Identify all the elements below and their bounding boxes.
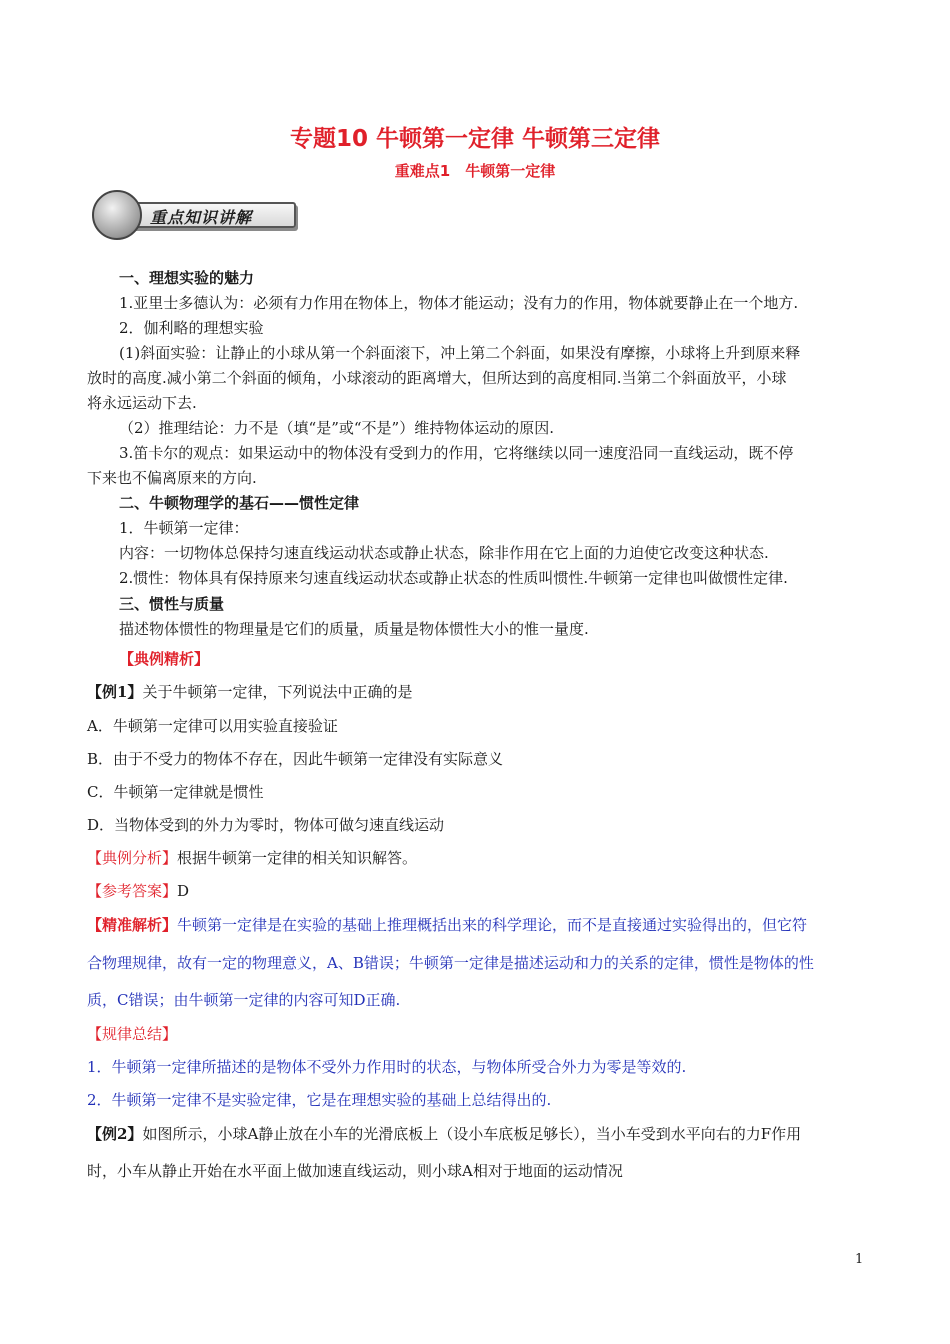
paragraph-descartes-line2: 下来也不偏离原来的方向. (87, 469, 257, 487)
example1-tag: 【例1】 (87, 683, 143, 701)
section-banner (92, 188, 296, 240)
example1-option-d: D．当物体受到的外力为零时，物体可做匀速直线运动 (87, 816, 445, 834)
example1-option-a: A．牛顿第一定律可以用实验直接验证 (87, 717, 338, 735)
summary-item-1: 1．牛顿第一定律所描述的是物体不受外力作用时的状态，与物体所受合外力为零是等效的. (87, 1058, 687, 1076)
example1-question (87, 682, 412, 702)
example1-answer (87, 881, 189, 901)
example2-text-1: 如图所示，小球A静止放在小车的光滑底板上（设小车底板足够长），当小车受到水平向右的力F作用 (142, 1125, 802, 1143)
summary-tag: 【规律总结】 (87, 1025, 178, 1043)
paragraph-first-law-content: 内容：一切物体总保持匀速直线运动状态或静止状态，除非作用在它上面的力迫使它改变这种状态. (119, 544, 769, 562)
paragraph-descartes-line1: 3.笛卡尔的观点：如果运动中的物体没有受到力的作用，它将继续以同一速度沿同一直线运动，既不停 (119, 444, 794, 462)
heading-inertia-law: 二、牛顿物理学的基石——惯性定律 (119, 494, 360, 512)
explain-tag: 【精准解析】 (87, 916, 178, 934)
example1-analysis (87, 848, 417, 868)
example1-option-b: B．由于不受力的物体不存在，因此牛顿第一定律没有实际意义 (87, 750, 504, 768)
paragraph-aristotle: 1.亚里士多德认为：必须有力作用在物体上，物体才能运动；没有力的作用，物体就要静止在一个地方. (119, 294, 799, 312)
example2-line2: 时，小车从静止开始在水平面上做加速直线运动，则小球A相对于地面的运动情况 (87, 1162, 623, 1180)
paragraph-incline-line3: 将永远运动下去. (87, 394, 197, 412)
summary-item-2: 2．牛顿第一定律不是实验定律，它是在理想实验的基础上总结得出的. (87, 1091, 552, 1109)
paragraph-conclusion: （2）推理结论：力不是（填“是”或“不是”）维持物体运动的原因. (119, 419, 554, 437)
analysis-tag: 【典例分析】 (87, 849, 178, 867)
paragraph-mass: 描述物体惯性的物理量是它们的质量，质量是物体惯性大小的惟一量度. (119, 620, 589, 638)
banner-emblem-icon (92, 190, 142, 240)
paragraph-inertia: 2.惯性：物体具有保持原来匀速直线运动状态或静止状态的性质叫惯性.牛顿第一定律也叫做惯性定律. (119, 569, 788, 587)
banner-label: 重点知识讲解 (150, 208, 253, 227)
examples-section-label: 【典例精析】 (119, 650, 210, 668)
answer-text: D (177, 882, 190, 900)
heading-ideal-experiment: 一、理想实验的魅力 (119, 269, 255, 287)
example2-tag: 【例2】 (87, 1125, 143, 1143)
answer-tag: 【参考答案】 (87, 882, 178, 900)
example1-explain-line3: 质，C错误；由牛顿第一定律的内容可知D正确. (87, 991, 401, 1009)
example1-explain-line1 (87, 915, 807, 935)
paragraph-first-law-title: 1．牛顿第一定律： (119, 519, 249, 537)
heading-inertia-mass: 三、惯性与质量 (119, 595, 225, 613)
example1-explain-line2: 合物理规律，故有一定的物理意义，A、B错误；牛顿第一定律是描述运动和力的关系的定律，惯性是物体的性 (87, 954, 814, 972)
page-subtitle: 重难点1 牛顿第一定律 (394, 162, 556, 180)
page-number: 1 (855, 1252, 864, 1267)
paragraph-incline-line2: 放时的高度.减小第二个斜面的倾角，小球滚动的距离增大，但所达到的高度相同.当第二个斜面放平，小球 (87, 369, 787, 387)
paragraph-galileo-title: 2．伽利略的理想实验 (119, 319, 264, 337)
page-title: 专题10 牛顿第一定律 牛顿第三定律 (289, 126, 661, 152)
example1-option-c: C．牛顿第一定律就是惯性 (87, 783, 264, 801)
paragraph-incline-line1: (1)斜面实验：让静止的小球从第一个斜面滚下，冲上第二个斜面，如果没有摩擦，小球将上升到原来释 (119, 344, 801, 362)
example2-line1 (87, 1124, 801, 1144)
example1-text: 关于牛顿第一定律，下列说法中正确的是 (142, 683, 413, 701)
analysis-text: 根据牛顿第一定律的相关知识解答。 (177, 849, 418, 867)
explain-text-1: 牛顿第一定律是在实验的基础上推理概括出来的科学理论，而不是直接通过实验得出的，但它符 (177, 916, 808, 934)
